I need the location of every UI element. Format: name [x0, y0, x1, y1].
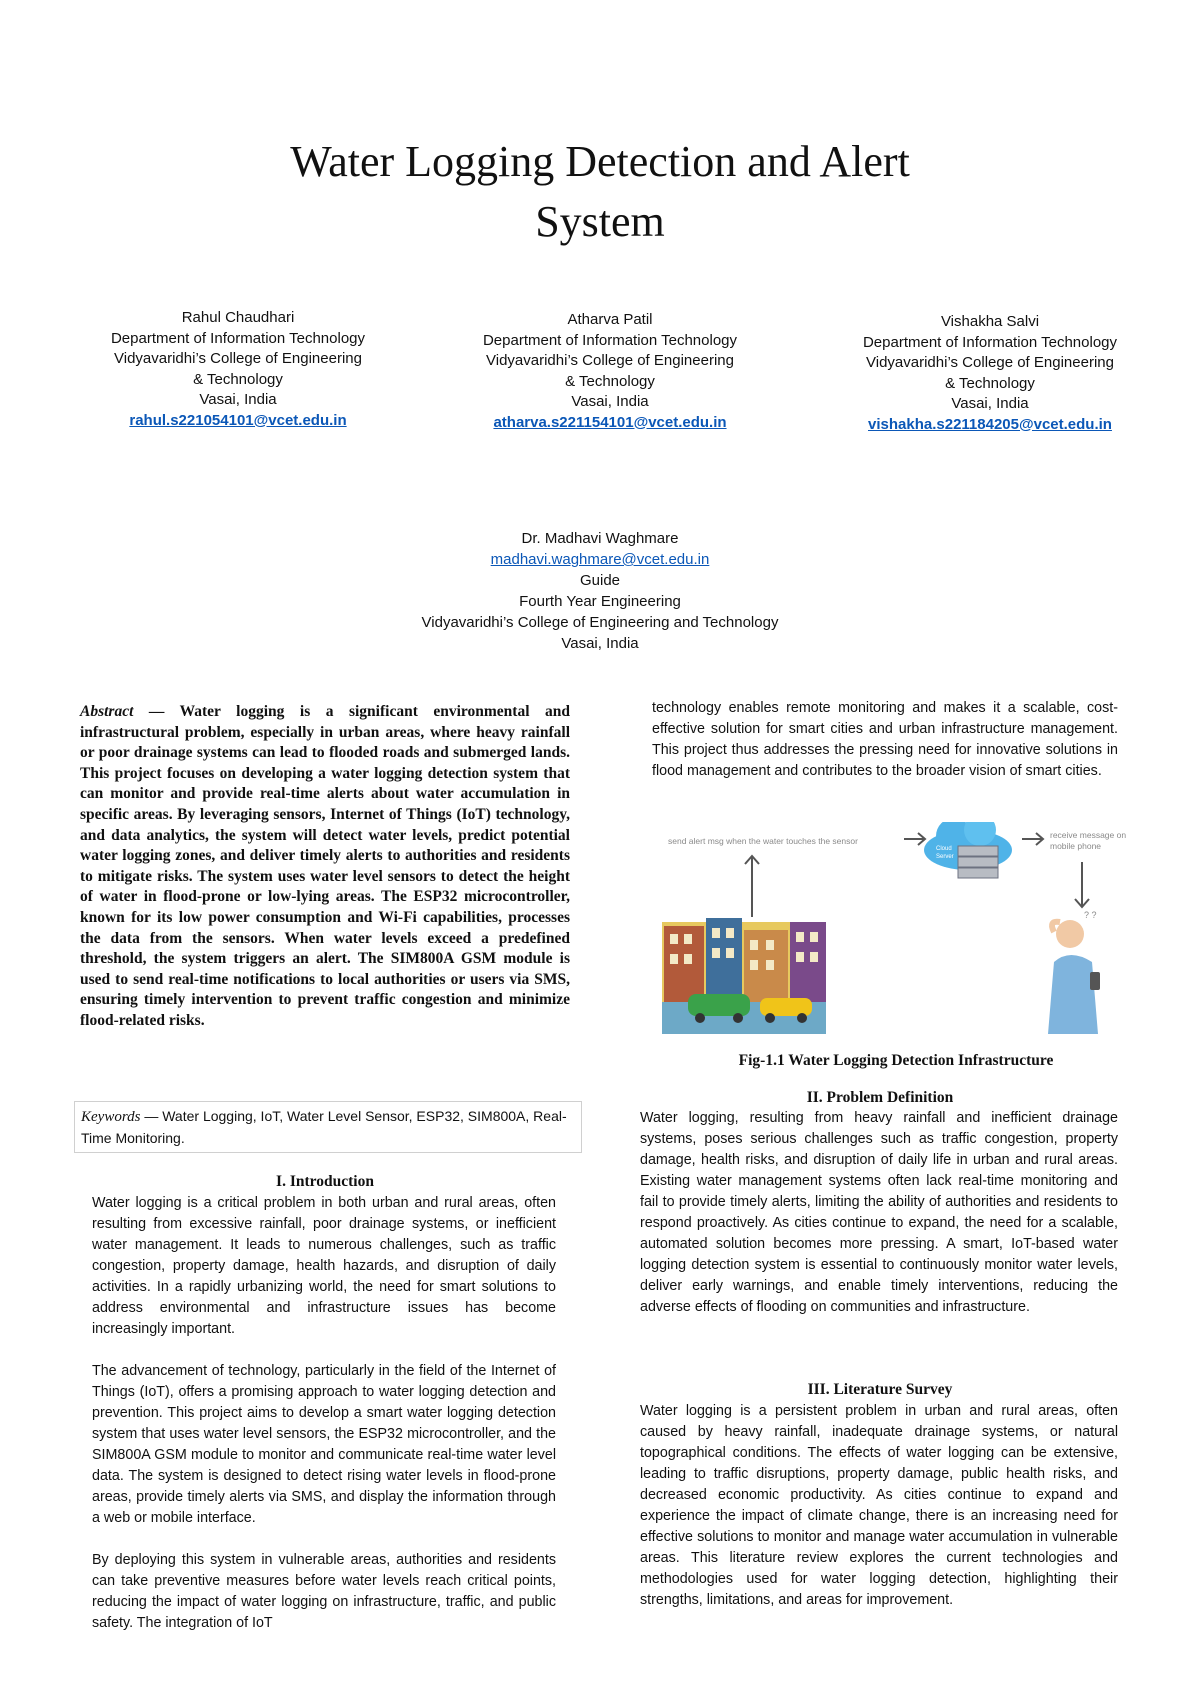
figure-infrastructure-diagram: [650, 822, 1142, 1036]
literature-body: Water logging is a persistent problem in urban and rural areas, often caused by heavy rainfall, inadequate drainage systems, or natural topographical conditions. The effects of water logging can be extensive, leading to traffic disruptions, property damage, public health risks, and decreased economic productivity. As cities continue to expand and experience the impact of climate change, there is an increasing need for effective solutions to monitor and manage water accumulation in vulnerable areas. This literature review explores the current technologies and methodologies used for water logging detection, highlighting their strengths, limitations, and areas for improvement.: [640, 1403, 1118, 1608]
introduction-continued: technology enables remote monitoring and makes it a scalable, cost-effective solution for smart cities and urban infrastructure management. This project thus addresses the pressing need for innovative solutions in flood management and contributes to the broader vision of smart cities.: [652, 700, 1118, 779]
author-college-2: & Technology: [193, 370, 283, 388]
author-email-link[interactable]: rahul.s221054101@vcet.edu.in: [129, 411, 347, 429]
arrow-up-icon: [745, 856, 759, 917]
paragraph: By deploying this system in vulnerable areas, authorities and residents can take preventive measures before water levels reach critical points, reducing the impact of water logging on infrastructure, traffic, and public safety. The integration of IoT: [92, 1552, 556, 1631]
svg-text:? ?: ? ?: [1084, 910, 1097, 920]
paragraph: Water logging is a critical problem in both urban and rural areas, often resulting from excessive rainfall, poor drainage systems, or inefficient water management. It leads to numerous challenges, such as traffic congestion, property damage, health hazards, and disruption of daily activities. In a rapidly urbanizing world, the need for smart solutions to address environmental and infrastructure issues has become increasingly important.: [92, 1195, 556, 1337]
introduction-body: [92, 1193, 556, 1634]
author-dept: Department of Information Technology: [110, 329, 366, 347]
problem-body: Water logging, resulting from heavy rainfall and inefficient drainage systems, poses serious challenges such as traffic congestion, property damage, health risks, and disruption of daily life in urban and rural areas. Existing water management systems often lack real-time monitoring and fail to provide timely alerts, limiting the ability of authorities and residents to respond proactively. As cities continue to expand, the need for a scalable, automated solution becomes more pressing. A smart, IoT-based water logging detection system is essential to continuously monitor water levels, deliver early warnings, and enable timely interventions, reducing the adverse effects of flooding on communities and infrastructure.: [640, 1110, 1118, 1315]
author-block-1: [78, 308, 398, 431]
abstract: Abstract — Water logging is a significant environmental and infrastructural problem, especially in urban areas, where heavy rainfall or poor drainage systems can lead to flooded roads and submerged lands. This project focuses on developing a water logging detection system that can monitor and provide real-time alerts about water accumulation in specific areas. By leveraging sensors, Internet of Things (IoT) technology, and data analytics, the system will detect water levels, predict potential water logging zones, and deliver timely alerts to authorities and residents to mitigate risks. The system uses water level sensors to detect the height of water in flood-prone or low-lying areas. The ESP32 microcontroller, known for its low power consumption and Wi-Fi capabilities, processes the data from the sensors. When water levels exceed a predefined threshold, the system triggers an alert. The SIM800A GSM module is used to send real-time notifications to local authorities or users via SMS, ensuring timely intervention to prevent traffic congestion and minimize flood-related risks.: [80, 703, 570, 1029]
figure-label-send: send alert msg when the water touches the sensor: [668, 836, 858, 846]
author-city: Vasai, India: [199, 391, 277, 408]
svg-text:Cloud: Cloud: [936, 846, 952, 852]
author-dept: Department of Information Technology: [862, 333, 1118, 351]
author-college: Vidyavaridhi’s College of Engineering: [486, 352, 734, 369]
author-college: Vidyavaridhi’s College of Engineering: [866, 354, 1114, 371]
author-name: Rahul Chaudhari: [181, 309, 295, 326]
keywords-text: Water Logging, IoT, Water Level Sensor, ESP32, SIM800A, Real-Time Monitoring.: [81, 1108, 567, 1146]
author-college-2: & Technology: [565, 372, 655, 390]
guide-email-link[interactable]: madhavi.waghmare@vcet.edu.in: [490, 551, 710, 568]
arrow-right-icon: [1022, 833, 1043, 845]
author-name: Atharva Patil: [567, 311, 653, 328]
author-city: Vasai, India: [951, 395, 1029, 412]
author-email-link[interactable]: vishakha.s221184205@vcet.edu.in: [868, 415, 1112, 433]
abstract-label: Abstract: [80, 703, 134, 720]
author-email-link[interactable]: atharva.s221154101@vcet.edu.in: [493, 413, 727, 431]
guide-name: Dr. Madhavi Waghmare: [521, 530, 679, 547]
author-city: Vasai, India: [571, 393, 649, 410]
arrow-right-icon: [904, 833, 925, 845]
keywords-label: Keywords: [81, 1109, 141, 1125]
author-dept: Department of Information Technology: [482, 331, 738, 349]
person-with-phone-illustration: [1048, 910, 1100, 1034]
section-heading-literature: III. Literature Survey: [807, 1381, 953, 1398]
cloud-server-icon: [924, 822, 1012, 878]
author-college-2: & Technology: [945, 374, 1035, 392]
figure-caption: Fig-1.1 Water Logging Detection Infrastructure: [738, 1052, 1054, 1069]
author-name: Vishakha Salvi: [940, 313, 1040, 330]
author-block-3: [830, 312, 1150, 435]
guide-year: Fourth Year Engineering: [519, 593, 681, 610]
guide-college: Vidyavaridhi’s College of Engineering and Technology: [421, 614, 779, 631]
section-heading-problem: II. Problem Definition: [806, 1089, 954, 1106]
svg-text:mobile phone: mobile phone: [1050, 841, 1102, 851]
guide-role: Guide: [579, 572, 621, 589]
paragraph: The advancement of technology, particularly in the field of the Internet of Things (IoT), offers a promising approach to water logging detection and prevention. This project aims to develop a smart water logging detection system that uses water level sensors, the ESP32 microcontroller, and the SIM800A GSM module to monitor and communicate real-time water level data. The system is designed to detect rising water levels in flood-prone areas, provide timely alerts via SMS, and display the information through a web or mobile interface.: [92, 1363, 556, 1526]
paper-title: Water Logging Detection and Alert System: [290, 137, 910, 246]
author-college: Vidyavaridhi’s College of Engineering: [114, 350, 362, 367]
arrow-down-icon: [1075, 862, 1089, 907]
flooded-city-illustration: [662, 918, 826, 1034]
svg-text:Server: Server: [936, 854, 954, 860]
figure-label-receive: receive message on: [1050, 830, 1127, 840]
guide-block: [300, 528, 900, 654]
abstract-text: Water logging is a significant environmental and infrastructural problem, especially in urban areas, where heavy rainfall or poor drainage systems can lead to flooded roads and submerged lands. This project focuses on developing a water logging detection system that can monitor and provide real-time alerts about water accumulation in specific areas. By leveraging sensors, Internet of Things (IoT) technology, and data analytics, the system will detect water levels, predict potential water logging zones, and deliver timely alerts to authorities and residents to mitigate risks. The system uses water level sensors to detect the height of water in flood-prone or low-lying areas. The ESP32 microcontroller, known for its low power consumption and Wi-Fi capabilities, processes the data from the sensors. When water levels exceed a predefined threshold, the system triggers an alert. The SIM800A GSM module is used to send real-time notifications to local authorities or users via SMS, ensuring timely intervention to prevent traffic congestion and minimize flood-related risks.: [80, 703, 570, 1029]
author-block-2: [450, 310, 770, 433]
guide-city: Vasai, India: [561, 635, 639, 652]
section-heading-introduction: I. Introduction: [276, 1173, 374, 1190]
keywords-box: Keywords — Water Logging, IoT, Water Level Sensor, ESP32, SIM800A, Real-Time Monitoring.: [74, 1101, 582, 1153]
